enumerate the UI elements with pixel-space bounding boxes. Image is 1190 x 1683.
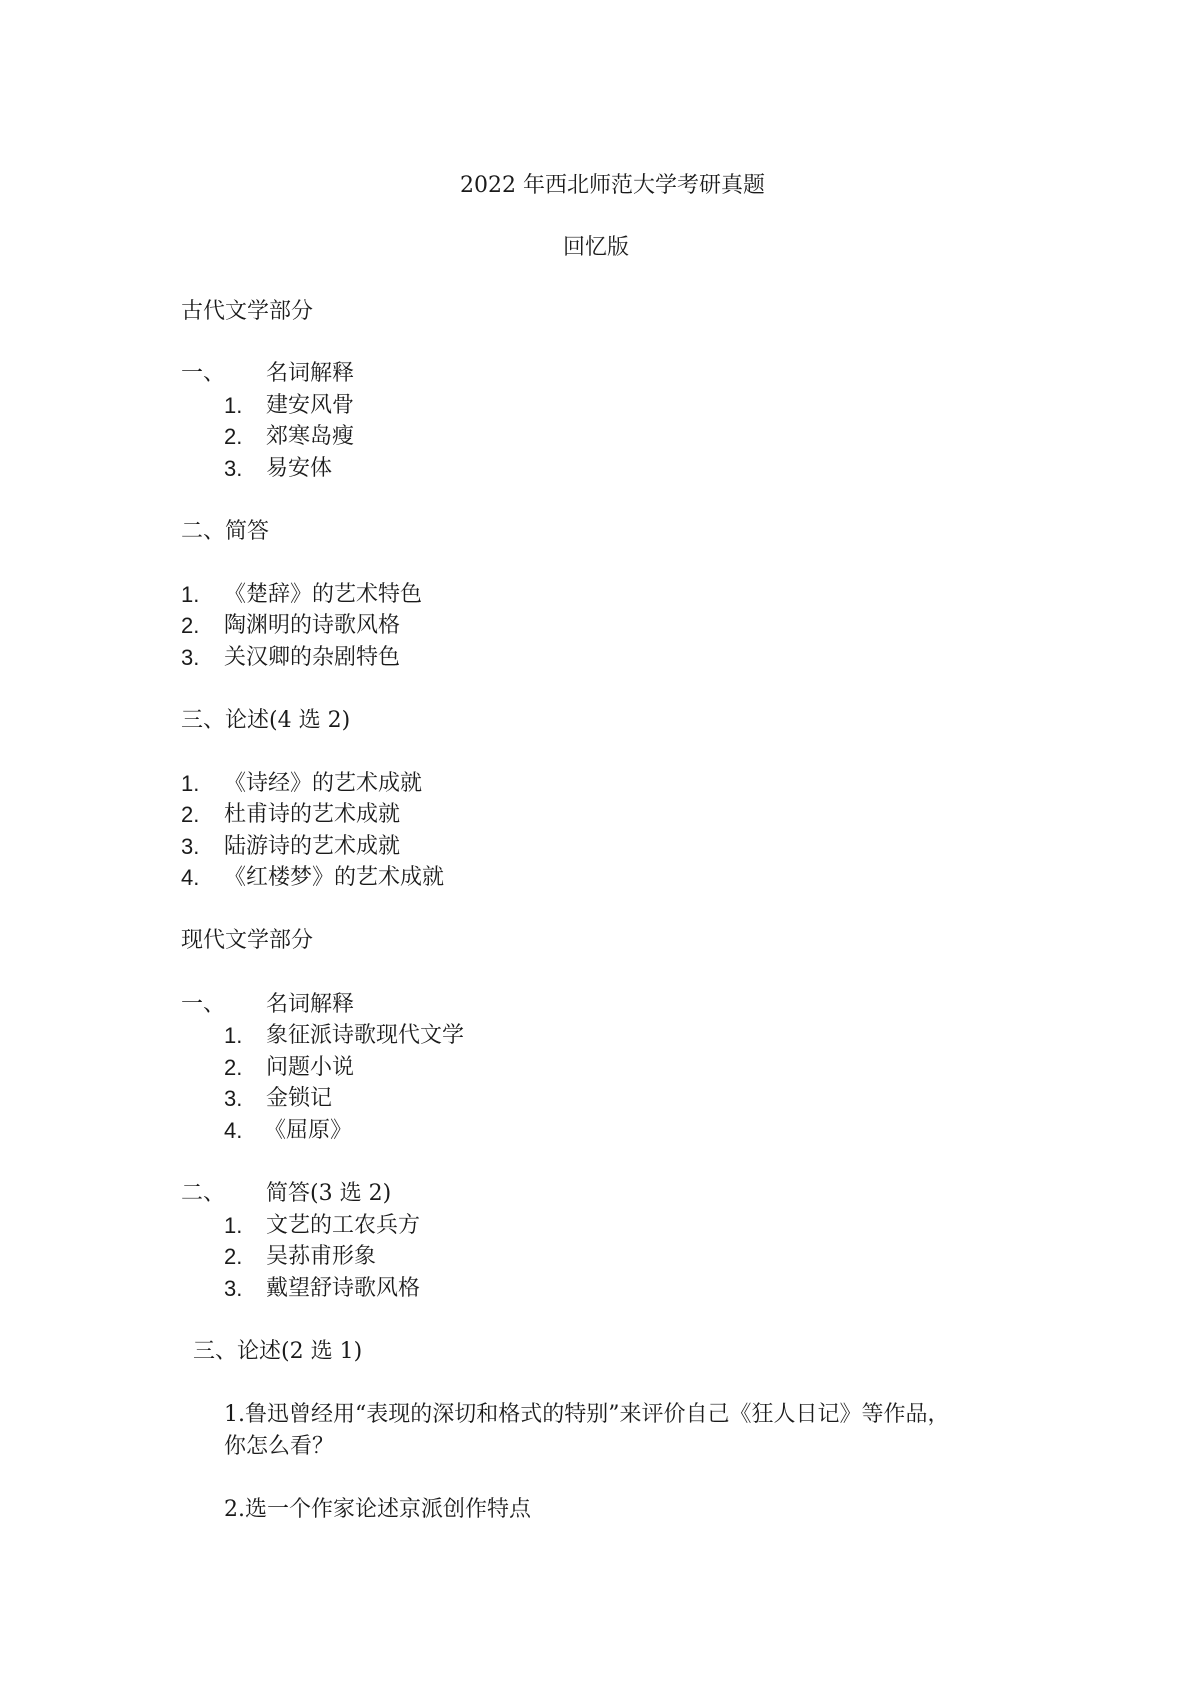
list-item-number: 3.	[224, 1086, 243, 1111]
list-item: 杜甫诗的艺术成就	[224, 802, 401, 827]
list-item-number: 1.	[224, 393, 243, 418]
list-item: 问题小说	[266, 1055, 355, 1080]
list-item: 郊寒岛瘦	[266, 424, 355, 449]
list-item-number: 3.	[224, 1276, 243, 1301]
list-item-number: 1.	[181, 771, 200, 796]
list-item: 《红楼梦》的艺术成就	[224, 865, 445, 890]
list-item-number: 2.	[224, 1244, 243, 1269]
list-item: 《楚辞》的艺术特色	[224, 582, 423, 607]
list-item: 《诗经》的艺术成就	[224, 771, 423, 796]
list-item-number: 1.	[181, 582, 200, 607]
page-title: 2022 年西北师范大学考研真题	[460, 173, 765, 198]
list-item-number: 2.	[224, 424, 243, 449]
list-item-number: 3.	[181, 645, 200, 670]
ancient-s3-heading: 三、论述(4 选 2)	[181, 708, 351, 733]
ancient-s2-heading: 二、简答	[181, 519, 270, 544]
modern-s1-heading: 名词解释	[266, 992, 355, 1017]
list-item: 关汉卿的杂剧特色	[224, 645, 401, 670]
section-heading-ancient: 古代文学部分	[181, 299, 314, 324]
list-item: 陶渊明的诗歌风格	[224, 613, 401, 638]
list-item-number: 2.	[224, 1055, 243, 1080]
modern-s2-heading: 简答(3 选 2)	[266, 1181, 392, 1206]
list-item-number: 4.	[224, 1118, 243, 1143]
list-item-number: 3.	[181, 834, 200, 859]
modern-s1-marker: 一、	[181, 992, 226, 1017]
list-item-number: 1.	[224, 1023, 243, 1048]
list-item-number: 2.	[181, 802, 200, 827]
essay-question-2: 2.选一个作家论述京派创作特点	[224, 1497, 531, 1522]
list-item: 陆游诗的艺术成就	[224, 834, 401, 859]
list-item-number: 4.	[181, 865, 200, 890]
ancient-s1-heading: 名词解释	[266, 361, 355, 386]
list-item: 易安体	[266, 456, 333, 481]
list-item: 《屈原》	[264, 1118, 353, 1143]
list-item: 吴荪甫形象	[266, 1244, 377, 1269]
list-item: 建安风骨	[266, 393, 355, 418]
modern-s2-marker: 二、	[181, 1181, 226, 1206]
list-item: 象征派诗歌现代文学	[266, 1023, 465, 1048]
essay-question-1: 1.鲁迅曾经用“表现的深切和格式的特别”来评价自己《狂人日记》等作品，	[224, 1402, 950, 1427]
list-item-number: 1.	[224, 1213, 243, 1238]
list-item-number: 3.	[224, 456, 243, 481]
section-heading-modern: 现代文学部分	[181, 928, 314, 953]
list-item: 金锁记	[266, 1086, 333, 1111]
list-item: 文艺的工农兵方	[266, 1213, 421, 1238]
essay-question-1-continued: 你怎么看？	[224, 1434, 335, 1459]
ancient-s1-marker: 一、	[181, 361, 226, 386]
page-subtitle: 回忆版	[563, 235, 630, 260]
list-item-number: 2.	[181, 613, 200, 638]
list-item: 戴望舒诗歌风格	[266, 1276, 421, 1301]
modern-s3-heading: 三、论述(2 选 1)	[193, 1339, 363, 1364]
